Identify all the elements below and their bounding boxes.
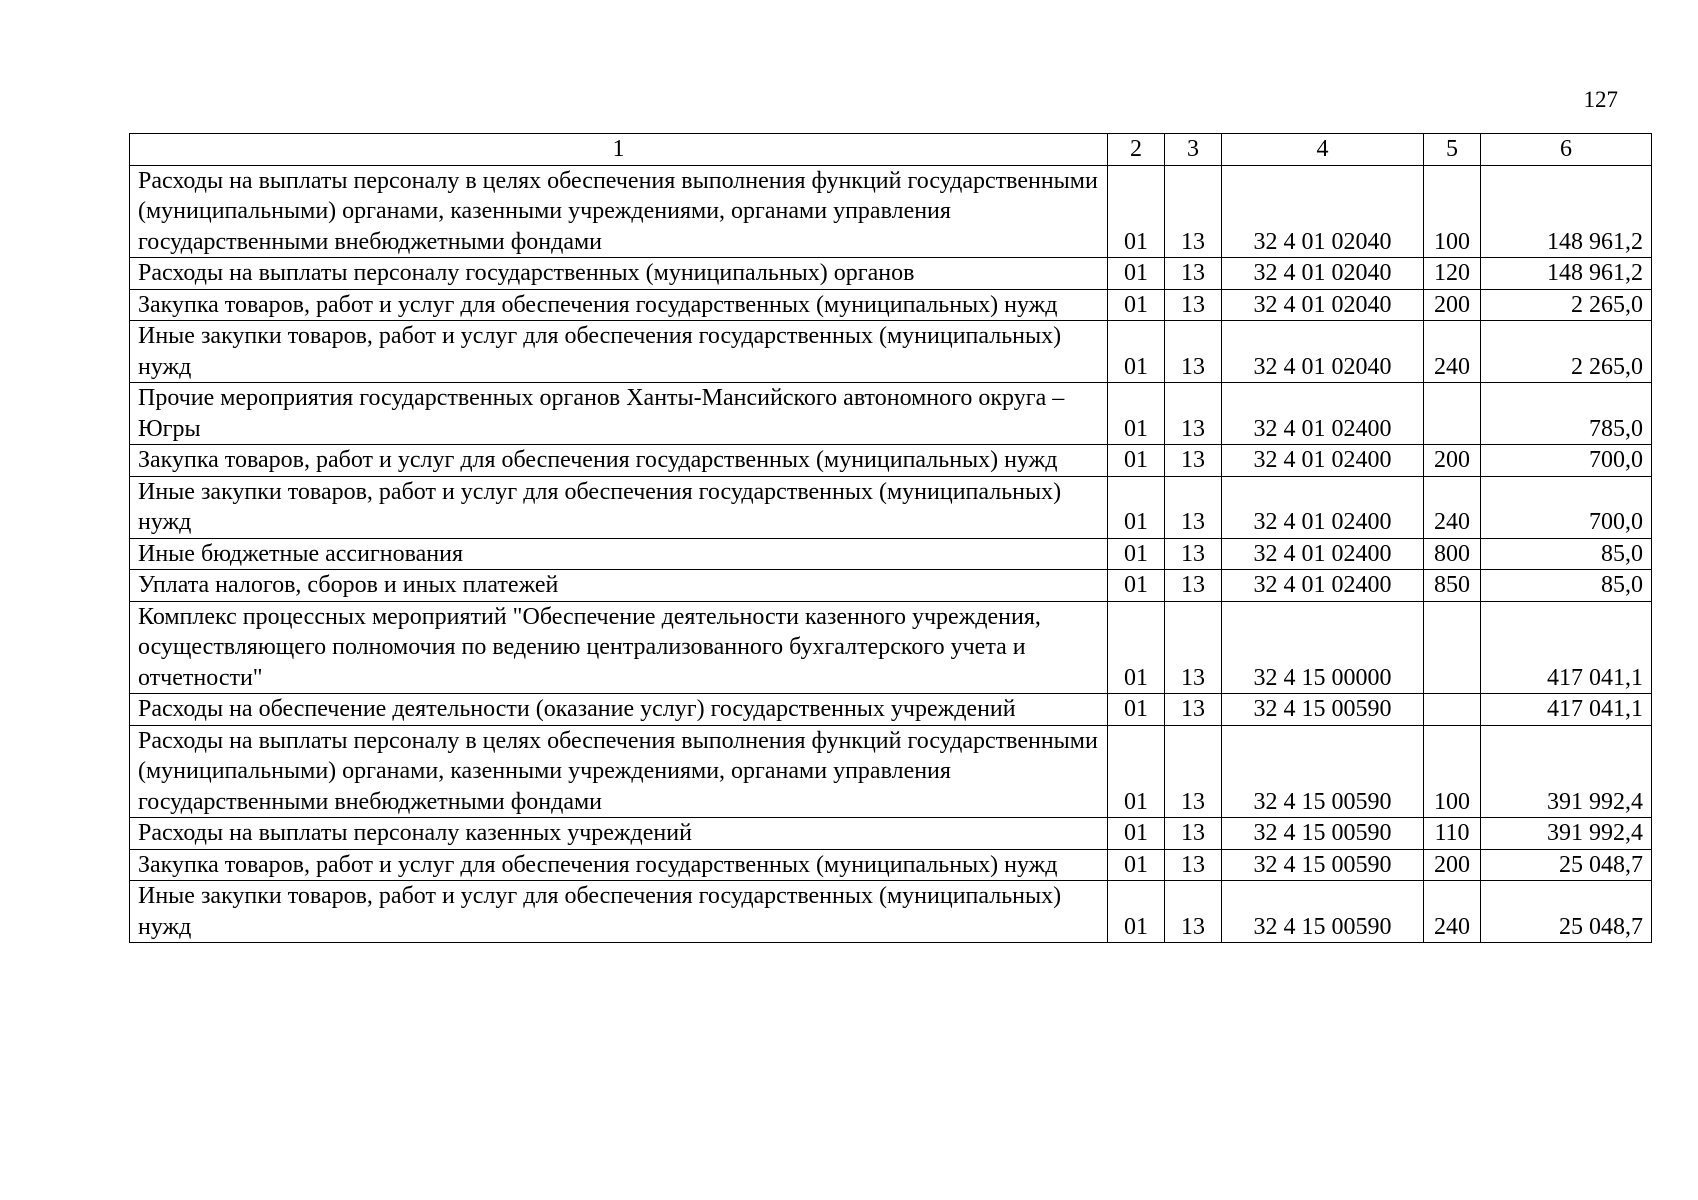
- row-subsection: 13: [1165, 383, 1222, 445]
- row-expense-type: 200: [1424, 289, 1481, 321]
- table-row: [130, 321, 1652, 383]
- row-target-article: 32 4 01 02400: [1222, 476, 1424, 538]
- row-description: Расходы на выплаты персоналу в целях обеспечения выполнения функций государственными (муниципальными) органами, казенными учреждениями, органами управления государственными внебюджетными фондами: [130, 165, 1108, 258]
- row-amount: 148 961,2: [1481, 258, 1652, 290]
- row-section: 01: [1108, 258, 1165, 290]
- row-section: 01: [1108, 818, 1165, 850]
- header-cell-description: 1: [130, 134, 1108, 166]
- row-target-article: 32 4 01 02400: [1222, 445, 1424, 477]
- row-target-article: 32 4 15 00590: [1222, 694, 1424, 726]
- row-subsection: 13: [1165, 476, 1222, 538]
- row-amount: 85,0: [1481, 570, 1652, 602]
- row-section: 01: [1108, 445, 1165, 477]
- row-description: Иные закупки товаров, работ и услуг для обеспечения государственных (муниципальных) нужд: [130, 321, 1108, 383]
- row-amount: 391 992,4: [1481, 818, 1652, 850]
- row-expense-type: 240: [1424, 321, 1481, 383]
- header-cell-subsection: 3: [1165, 134, 1222, 166]
- row-description: Закупка товаров, работ и услуг для обеспечения государственных (муниципальных) нужд: [130, 289, 1108, 321]
- row-target-article: 32 4 15 00590: [1222, 881, 1424, 943]
- row-expense-type: [1424, 383, 1481, 445]
- row-target-article: 32 4 15 00590: [1222, 818, 1424, 850]
- row-subsection: 13: [1165, 538, 1222, 570]
- row-section: 01: [1108, 694, 1165, 726]
- row-section: 01: [1108, 538, 1165, 570]
- header-cell-target-article: 4: [1222, 134, 1424, 166]
- row-expense-type: 850: [1424, 570, 1481, 602]
- row-amount: 2 265,0: [1481, 321, 1652, 383]
- row-expense-type: 200: [1424, 445, 1481, 477]
- row-amount: 417 041,1: [1481, 601, 1652, 694]
- row-target-article: 32 4 01 02400: [1222, 538, 1424, 570]
- row-section: 01: [1108, 165, 1165, 258]
- row-expense-type: 240: [1424, 881, 1481, 943]
- row-description: Прочие мероприятия государственных органов Ханты-Мансийского автономного округа – Югры: [130, 383, 1108, 445]
- row-expense-type: 120: [1424, 258, 1481, 290]
- row-subsection: 13: [1165, 258, 1222, 290]
- row-target-article: 32 4 01 02040: [1222, 258, 1424, 290]
- table-row: [130, 165, 1652, 258]
- row-amount: 25 048,7: [1481, 881, 1652, 943]
- row-amount: 700,0: [1481, 476, 1652, 538]
- header-cell-expense-type: 5: [1424, 134, 1481, 166]
- table-row: [130, 476, 1652, 538]
- row-amount: 148 961,2: [1481, 165, 1652, 258]
- row-subsection: 13: [1165, 694, 1222, 726]
- row-description: Расходы на обеспечение деятельности (оказание услуг) государственных учреждений: [130, 694, 1108, 726]
- row-subsection: 13: [1165, 445, 1222, 477]
- row-expense-type: 240: [1424, 476, 1481, 538]
- row-target-article: 32 4 01 02040: [1222, 165, 1424, 258]
- row-target-article: 32 4 01 02400: [1222, 383, 1424, 445]
- row-section: 01: [1108, 601, 1165, 694]
- row-description: Иные закупки товаров, работ и услуг для обеспечения государственных (муниципальных) нужд: [130, 881, 1108, 943]
- row-expense-type: 200: [1424, 849, 1481, 881]
- row-section: 01: [1108, 849, 1165, 881]
- row-section: 01: [1108, 476, 1165, 538]
- row-description: Иные закупки товаров, работ и услуг для обеспечения государственных (муниципальных) нужд: [130, 476, 1108, 538]
- page-number: 127: [1583, 87, 1618, 112]
- row-section: 01: [1108, 725, 1165, 818]
- table-row: [130, 881, 1652, 943]
- header-cell-section: 2: [1108, 134, 1165, 166]
- row-subsection: 13: [1165, 601, 1222, 694]
- row-expense-type: 110: [1424, 818, 1481, 850]
- row-amount: 785,0: [1481, 383, 1652, 445]
- table-row: [130, 289, 1652, 321]
- row-subsection: 13: [1165, 570, 1222, 602]
- table-row: [130, 445, 1652, 477]
- row-description: Уплата налогов, сборов и иных платежей: [130, 570, 1108, 602]
- row-expense-type: 800: [1424, 538, 1481, 570]
- row-section: 01: [1108, 881, 1165, 943]
- row-amount: 700,0: [1481, 445, 1652, 477]
- table-row: [130, 849, 1652, 881]
- row-target-article: 32 4 15 00590: [1222, 849, 1424, 881]
- row-description: Закупка товаров, работ и услуг для обеспечения государственных (муниципальных) нужд: [130, 445, 1108, 477]
- table-row: [130, 258, 1652, 290]
- row-description: Расходы на выплаты персоналу государственных (муниципальных) органов: [130, 258, 1108, 290]
- row-target-article: 32 4 01 02400: [1222, 570, 1424, 602]
- table-row: [130, 601, 1652, 694]
- row-subsection: 13: [1165, 881, 1222, 943]
- row-target-article: 32 4 01 02040: [1222, 289, 1424, 321]
- row-subsection: 13: [1165, 321, 1222, 383]
- row-target-article: 32 4 01 02040: [1222, 321, 1424, 383]
- row-subsection: 13: [1165, 165, 1222, 258]
- row-amount: 391 992,4: [1481, 725, 1652, 818]
- table-row: [130, 694, 1652, 726]
- row-description: Закупка товаров, работ и услуг для обеспечения государственных (муниципальных) нужд: [130, 849, 1108, 881]
- row-section: 01: [1108, 321, 1165, 383]
- row-subsection: 13: [1165, 849, 1222, 881]
- row-target-article: 32 4 15 00000: [1222, 601, 1424, 694]
- row-description: Расходы на выплаты персоналу в целях обеспечения выполнения функций государственными (муниципальными) органами, казенными учреждениями, органами управления государственными внебюджетными фондами: [130, 725, 1108, 818]
- row-subsection: 13: [1165, 818, 1222, 850]
- row-subsection: 13: [1165, 289, 1222, 321]
- row-description: Иные бюджетные ассигнования: [130, 538, 1108, 570]
- header-row: [130, 134, 1652, 166]
- table-row: [130, 538, 1652, 570]
- row-description: Расходы на выплаты персоналу казенных учреждений: [130, 818, 1108, 850]
- row-description: Комплекс процессных мероприятий "Обеспечение деятельности казенного учреждения, осуществляющего полномочия по ведению централизованного бухгалтерского учета и отчетности": [130, 601, 1108, 694]
- row-section: 01: [1108, 570, 1165, 602]
- budget-table: [129, 133, 1652, 943]
- row-expense-type: 100: [1424, 725, 1481, 818]
- row-amount: 85,0: [1481, 538, 1652, 570]
- row-amount: 417 041,1: [1481, 694, 1652, 726]
- table-row: [130, 725, 1652, 818]
- table-row: [130, 818, 1652, 850]
- table-row: [130, 383, 1652, 445]
- row-expense-type: [1424, 601, 1481, 694]
- row-section: 01: [1108, 289, 1165, 321]
- header-cell-amount: 6: [1481, 134, 1652, 166]
- row-target-article: 32 4 15 00590: [1222, 725, 1424, 818]
- row-amount: 2 265,0: [1481, 289, 1652, 321]
- row-expense-type: [1424, 694, 1481, 726]
- table-row: [130, 570, 1652, 602]
- row-subsection: 13: [1165, 725, 1222, 818]
- row-section: 01: [1108, 383, 1165, 445]
- row-amount: 25 048,7: [1481, 849, 1652, 881]
- row-expense-type: 100: [1424, 165, 1481, 258]
